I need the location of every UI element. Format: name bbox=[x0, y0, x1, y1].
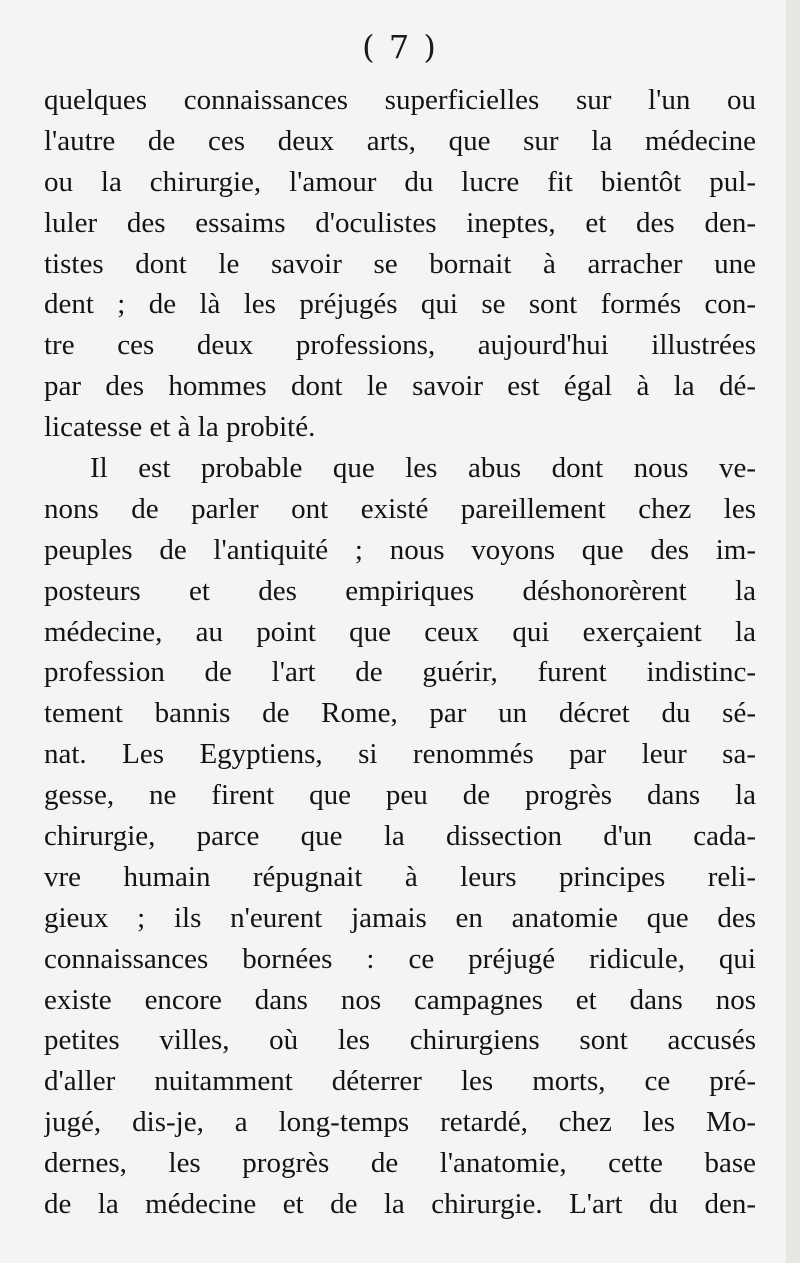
text-line: gesse, ne firent que peu de progrès dans la bbox=[44, 779, 756, 812]
text-line: l'autre de ces deux arts, que sur la médecine bbox=[44, 124, 756, 157]
text-line: petites villes, où les chirurgiens sont accusés bbox=[44, 1024, 756, 1057]
text-line: tre ces deux professions, aujourd'hui illustrées bbox=[44, 329, 756, 362]
text-line: peuples de l'antiquité ; nous voyons que des im- bbox=[44, 533, 756, 566]
text-line: nat. Les Egyptiens, si renommés par leur sa- bbox=[44, 738, 756, 771]
paragraph-start-line: Il est probable que les abus dont nous ve- bbox=[90, 452, 756, 485]
text-line: tement bannis de Rome, par un décret du sé- bbox=[44, 697, 756, 730]
text-line: tistes dont le savoir se bornait à arracher une bbox=[44, 247, 756, 280]
page-number: ( 7 ) bbox=[362, 28, 438, 66]
text-line: posteurs et des empiriques déshonorèrent la bbox=[44, 574, 756, 607]
text-line: quelques connaissances superficielles sur l'un ou bbox=[44, 84, 756, 116]
text-line: luler des essaims d'oculistes ineptes, et des den- bbox=[44, 206, 756, 239]
text-line: dernes, les progrès de l'anatomie, cette base bbox=[44, 1147, 756, 1180]
text-line: de la médecine et de la chirurgie. L'art du den- bbox=[44, 1188, 756, 1221]
paragraph-end-line: licatesse et à la probité. bbox=[44, 411, 316, 444]
text-line: ou la chirurgie, l'amour du lucre fit bientôt pul- bbox=[44, 165, 756, 198]
text-line: par des hommes dont le savoir est égal à la dé- bbox=[44, 370, 756, 403]
text-line: gieux ; ils n'eurent jamais en anatomie que des bbox=[44, 901, 756, 934]
text-line: profession de l'art de guérir, furent indistinc- bbox=[44, 656, 756, 689]
text-line: jugé, dis-je, a long-temps retardé, chez les Mo- bbox=[44, 1106, 756, 1139]
text-line: connaissances bornées : ce préjugé ridicule, qui bbox=[44, 942, 756, 975]
text-line: médecine, au point que ceux qui exerçaient la bbox=[44, 615, 756, 648]
body-text bbox=[44, 80, 756, 1225]
text-line: existe encore dans nos campagnes et dans nos bbox=[44, 983, 756, 1016]
text-line: nons de parler ont existé pareillement chez les bbox=[44, 492, 756, 525]
page-edge-shadow bbox=[786, 0, 800, 1263]
text-line: chirurgie, parce que la dissection d'un cada- bbox=[44, 820, 756, 853]
text-line: vre humain répugnait à leurs principes reli- bbox=[44, 860, 756, 893]
text-line: dent ; de là les préjugés qui se sont formés con- bbox=[44, 288, 756, 321]
text-line: d'aller nuitamment déterrer les morts, ce pré- bbox=[44, 1065, 756, 1098]
